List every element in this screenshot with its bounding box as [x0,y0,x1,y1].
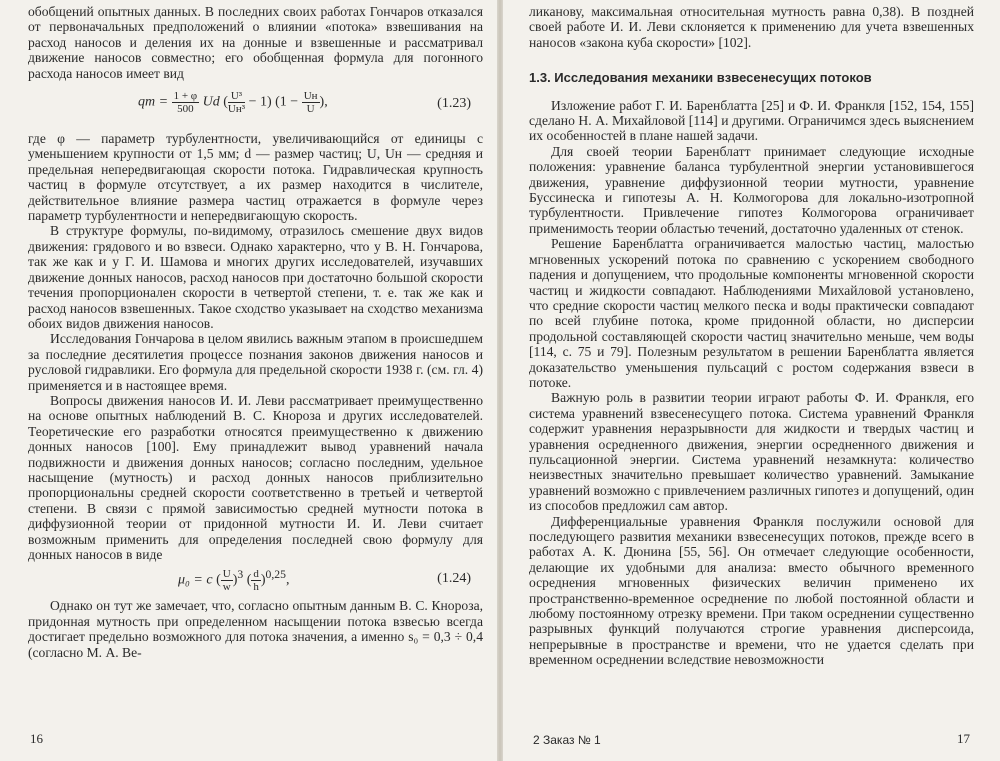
right-page [503,0,1000,761]
formula-term: 1 − [279,94,299,110]
page-number: 17 [957,731,970,746]
paragraph: Вопросы движения наносов И. И. Леви рассматривает преимущественно на основе опытных наблюдений В. С. Кнороза и других исследователей. Теоретические его разработки относятся преимущественно к движению донных наносов [100]. Ему принадлежит вывод уравнений начала подвижности и движения донных наносов; согласно последним, удельное насыщение (мутность) и расход донных наносов приблизительно пропорциональны средней скорости соответственно в третьей и четвертой степени. В связи с прямой зависимостью средней мутности потока в диффузионной теории от придонной мутности И. И. Леви считает возможным применить для определения последней свою формулу для донных наносов в виде [28,392,483,562]
formula-fraction: $\frac{\text{U³}}{\text{Uн³}}$ [227,90,246,116]
paragraph: ликанову, максимальная относительная мутность равна 0,38). В поздней своей работе И. И. Леви склоняется к применению для учета взвешенных наносов «закона куба скорости» [102]. [529,4,974,50]
formula-fraction: $\frac{Uн}{U}$ [303,90,318,116]
formula-fraction: $\frac{U}{w}$ [222,568,231,594]
formula-expression: μ₀ = c ( $\frac{U}{w}$ )$^3$ ( $\frac{d}{h}$ )$^{0,25}$, [178,568,290,594]
printer-signature: 2 Заказ № 1 [533,733,601,747]
formula-expression: qт = $\frac{1 + \varphi}{500}$ Ud ( $\frac{\text{U³}}{\text{Uн³}}$ − 1) (1 − $\frac{Uн}{U}$ ), [138,90,328,116]
paragraph: В структуре формулы, по-видимому, отразилось смешение двух видов движения: грядового и во взвеси. Однако характерно, что у В. Н. Гончарова, так же как и у Г. И. Шамова и многих других исследователей, изучавших движение донных наносов, расход наносов при достаточно большой скорости течения пропорционален скорости в четвертой степени, т. е. так же как и расход наносов взвешенных. Такое сходство указывает на сходство механизма обоих видов движения наносов. [28,223,483,331]
left-page-text [28,4,483,660]
formula-1-23 [28,84,483,128]
formula-term: Ud [202,94,220,110]
section-heading: 1.3. Исследования механики взвесенесущих потоков [529,70,872,86]
formula-end: ), [319,94,328,110]
paragraph: Однако он тут же замечает, что, согласно опытным данным В. С. Кнороза, придонная мутность при определенном насыщении потока взвесью всегда достигает предельно возможного для потока значения, а именно s₀ = 0,3 ÷ 0,4 (согласно М. А. Ве- [28,598,483,660]
paragraph: Решение Баренблатта ограничивается малостью частиц, малостью мгновенных ускорений потока по сравнению с ускорением свободного падения и допущением, что продольные компоненты мгновенной скорости частиц и жидкости совпадают. Наблюдениями Михайловой установлено, что средние скорости частиц мелкого песка и воды практически совпадают по всей глубине потока, кроме придонной области, но дисперсии продольной составляющей скорости частиц значительно меньше, чем воды [114, с. 75 и 79]. Полезным результатом в решении Баренблатта является доказательство уменьшения пульсаций с ростом содержания взвеси в потоке. [529,236,974,390]
right-page-text [529,4,974,668]
paragraph: обобщений опытных данных. В последних своих работах Гончаров отказался от первоначальных предположений о влиянии «потока» взвешивания на расход наносов и деления их на донные и взвешенные и рассматривал движение наносов совместно; его обобщенная формула для погонного расхода наносов имеет вид [28,4,483,81]
formula-fraction: $\frac{d}{h}$ [253,568,259,594]
paragraph: Дифференциальные уравнения Франкля послужили основой для последующего развития механики взвесенесущих потоков, прежде всего в работах А. К. Дюнина [55, 56]. Он отмечает следующие особенности, делающие их удобными для анализа: вместо обычного временного осреднения мгновенных физических величин применено их пространственно-временное осреднение по любой постоянной области и любому постоянному отрезку времени. При таком осреднении существенно разрывных функций получаются строгие уравнения дисперсоида, непрерывные в пространстве и времени, что не удается сделать при временном осреднении вследствие невозможности [529,513,974,668]
formula-number: (1.23) [437,96,471,112]
paragraph: Важную роль в развитии теории играют работы Ф. И. Франкля, его система уравнений взвесенесущего потока. Система уравнений Франкля содержит уравнения неразрывности для жидкости и твердых частиц и уравнения осредненного движения, энергии осредненного движения и пульсационной энергии. Система уравнений незамкнута: количество неизвестных значительно превышает количество уравнений. Замыкание уравнений возможно с привлечением различных гипотез и допущений, один из способов предложил сам автор. [529,390,974,514]
left-page [0,0,497,761]
formula-term: − 1 [248,94,267,110]
formula-number: (1.24) [437,571,471,587]
paragraph: Изложение работ Г. И. Баренблатта [25] и Ф. И. Франкля [152, 154, 155] сделано Н. А. Михайловой [114] и другими. Ограничимся здесь выяснением их особенностей в плане нашей задачи. [529,97,974,144]
formula-fraction: $\frac{1 + \varphi}{500}$ [173,90,198,116]
formula-lhs: qт = [138,94,169,110]
paragraph: Исследования Гончарова в целом явились важным этапом в происшедшем за последние десятилетия процессе познания законов движения наносов и русловой гидравлики. Его формула для предельной скорости 1938 г. (см. гл. 4) применяется и в настоящее время. [28,331,483,393]
formula-power: 0,25 [265,568,286,582]
paragraph: Для своей теории Баренблатт принимает следующие исходные положения: уравнение баланса турбулентной энергии установившегося движения, уравнение диффузионной теории мутности, уравнение Буссинеска и гипотезы А. Н. Колмогорова для локально-изотропной турбулентности. Привлечение гипотез Колмогорова ограничивает применимость теории областью течений, достаточно удаленных от стенок. [529,143,974,236]
page-number: 16 [30,731,43,746]
formula-lhs: μ₀ = c [178,573,213,589]
paragraph: где φ — параметр турбулентности, увеличивающийся от единицы с уменьшением крупности от 1,5 мм; d — размер частиц; U, Uн — средняя и предельная непередвигающая скорости потока. Гидравлическая крупность частиц в формуле отсутствует, а их размер находится в числителе, действительное влияние размера частиц отражается в формуле через параметр турбулентности и непередвигающую скорость. [28,131,483,224]
formula-power: 3 [237,568,244,582]
formula-end: , [285,573,290,589]
formula-1-24 [28,565,483,595]
